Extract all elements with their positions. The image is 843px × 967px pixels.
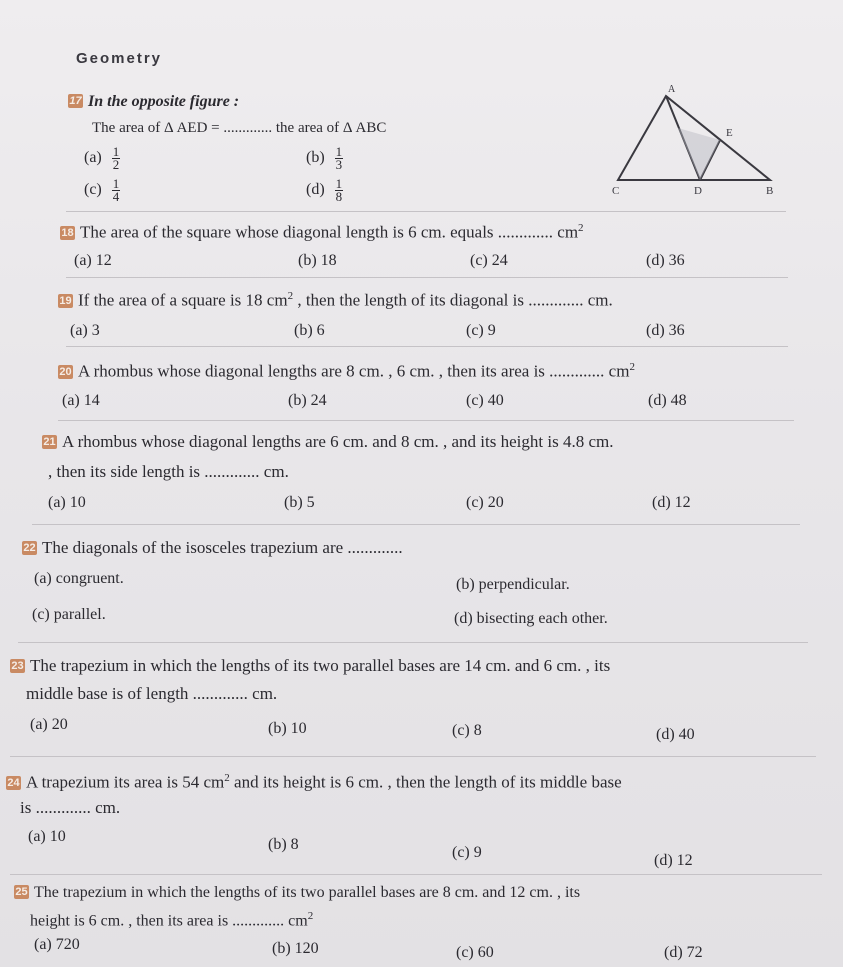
option-25d[interactable]: (d) 72: [664, 944, 703, 961]
option-18c[interactable]: (c) 24: [470, 252, 508, 269]
question-20: 20 A rhombus whose diagonal lengths are 8 cm. , 6 cm. , then its area is ............. $cm^2$: [59, 361, 635, 381]
option-22a[interactable]: (a) congruent.: [34, 570, 124, 587]
question-18: 18 The area of the square whose diagonal length is 6 cm. equals ............. $cm^2$: [61, 222, 584, 242]
option-24b[interactable]: (b) 8: [268, 836, 299, 853]
question-24-line1: 24 A trapezium its area is 54 $cm^2$ and its height is 6 cm. , then the length of its middle base: [7, 772, 622, 792]
label-a: A: [668, 84, 676, 95]
fraction: $\frac{1}{4}$: [112, 176, 120, 204]
question-number: 23: [11, 660, 24, 672]
question-19: 19 If the area of a square is 18 $cm^2$ , then the length of its diagonal is ............. cm.: [59, 290, 613, 310]
option-25b[interactable]: (b) 120: [272, 940, 319, 957]
divider: [32, 524, 800, 525]
question-25-line1: 25 The trapezium in which the lengths of its two parallel bases are 8 cm. and 12 cm. , its: [15, 884, 581, 901]
question-23-line2: middle base is of length ............. cm.: [26, 684, 278, 703]
question-24-line2: is ............. cm.: [20, 798, 121, 817]
option-25c[interactable]: (c) 60: [456, 944, 494, 961]
option-24a[interactable]: (a) 10: [28, 828, 66, 845]
question-number: 19: [59, 294, 72, 307]
divider: [66, 346, 788, 347]
option-23b[interactable]: (b) 10: [268, 720, 307, 737]
option-23d[interactable]: (d) 40: [656, 726, 695, 743]
option-19d[interactable]: (d) 36: [646, 322, 685, 339]
option-18b[interactable]: (b) 18: [298, 252, 337, 269]
label-d: D: [694, 185, 702, 197]
option-20d[interactable]: (d) 48: [648, 392, 687, 409]
fraction: $\frac{1}{2}$: [112, 144, 120, 172]
option-22c[interactable]: (c) parallel.: [32, 606, 106, 623]
question-number: 17: [69, 95, 82, 107]
question-25-line2: height is 6 cm. , then its area is ............. $cm^2$: [30, 910, 314, 930]
divider: [58, 420, 794, 421]
triangle-figure: [608, 84, 788, 204]
option-17b[interactable]: (b) $\frac{1}{3}$: [306, 144, 343, 172]
divider: [10, 756, 816, 757]
option-21d[interactable]: (d) 12: [652, 494, 691, 511]
question-21-line2: , then its side length is ............. cm.: [48, 462, 289, 481]
question-number: 18: [61, 226, 74, 239]
option-18a[interactable]: (a) 12: [74, 252, 112, 269]
divider: [66, 277, 788, 278]
option-18d[interactable]: (d) 36: [646, 252, 685, 269]
divider: [10, 874, 822, 875]
option-21b[interactable]: (b) 5: [284, 494, 315, 511]
question-17-text: The area of Δ AED = ............. the area of Δ ABC: [92, 120, 387, 136]
option-20c[interactable]: (c) 40: [466, 392, 504, 409]
option-17c[interactable]: (c) $\frac{1}{4}$: [84, 176, 120, 204]
label-c: C: [612, 185, 620, 197]
option-17a[interactable]: (a) $\frac{1}{2}$: [84, 144, 120, 172]
question-23-line1: 23 The trapezium in which the lengths of its two parallel bases are 14 cm. and 6 cm. , its: [11, 656, 611, 675]
question-22: 22 The diagonals of the isosceles trapezium are .............: [23, 538, 403, 557]
option-20a[interactable]: (a) 14: [62, 392, 100, 409]
option-23c[interactable]: (c) 8: [452, 722, 482, 739]
fraction: $\frac{1}{3}$: [335, 144, 343, 172]
fraction: $\frac{1}{8}$: [335, 176, 343, 204]
option-24d[interactable]: (d) 12: [654, 852, 693, 869]
option-23a[interactable]: (a) 20: [30, 716, 68, 733]
divider: [18, 642, 808, 643]
question-21-line1: 21 A rhombus whose diagonal lengths are 6 cm. and 8 cm. , and its height is 4.8 cm.: [43, 432, 614, 451]
page-title: Geometry: [76, 50, 163, 67]
option-19a[interactable]: (a) 3: [70, 322, 100, 339]
option-24c[interactable]: (c) 9: [452, 844, 482, 861]
question-number: 21: [43, 436, 56, 448]
option-21a[interactable]: (a) 10: [48, 494, 86, 511]
question-number: 24: [7, 776, 20, 789]
divider: [66, 211, 786, 212]
question-number: 25: [15, 886, 28, 898]
option-21c[interactable]: (c) 20: [466, 494, 504, 511]
question-number: 20: [59, 365, 72, 378]
question-number: 22: [23, 542, 36, 554]
label-b: B: [766, 185, 774, 197]
option-25a[interactable]: (a) 720: [34, 936, 80, 953]
label-e: E: [726, 127, 733, 139]
question-17-prompt: 17 In the opposite figure :: [69, 93, 240, 110]
option-19b[interactable]: (b) 6: [294, 322, 325, 339]
option-22b[interactable]: (b) perpendicular.: [456, 576, 570, 593]
option-19c[interactable]: (c) 9: [466, 322, 496, 339]
option-20b[interactable]: (b) 24: [288, 392, 327, 409]
option-17d[interactable]: (d) $\frac{1}{8}$: [306, 176, 343, 204]
option-22d[interactable]: (d) bisecting each other.: [454, 610, 608, 627]
